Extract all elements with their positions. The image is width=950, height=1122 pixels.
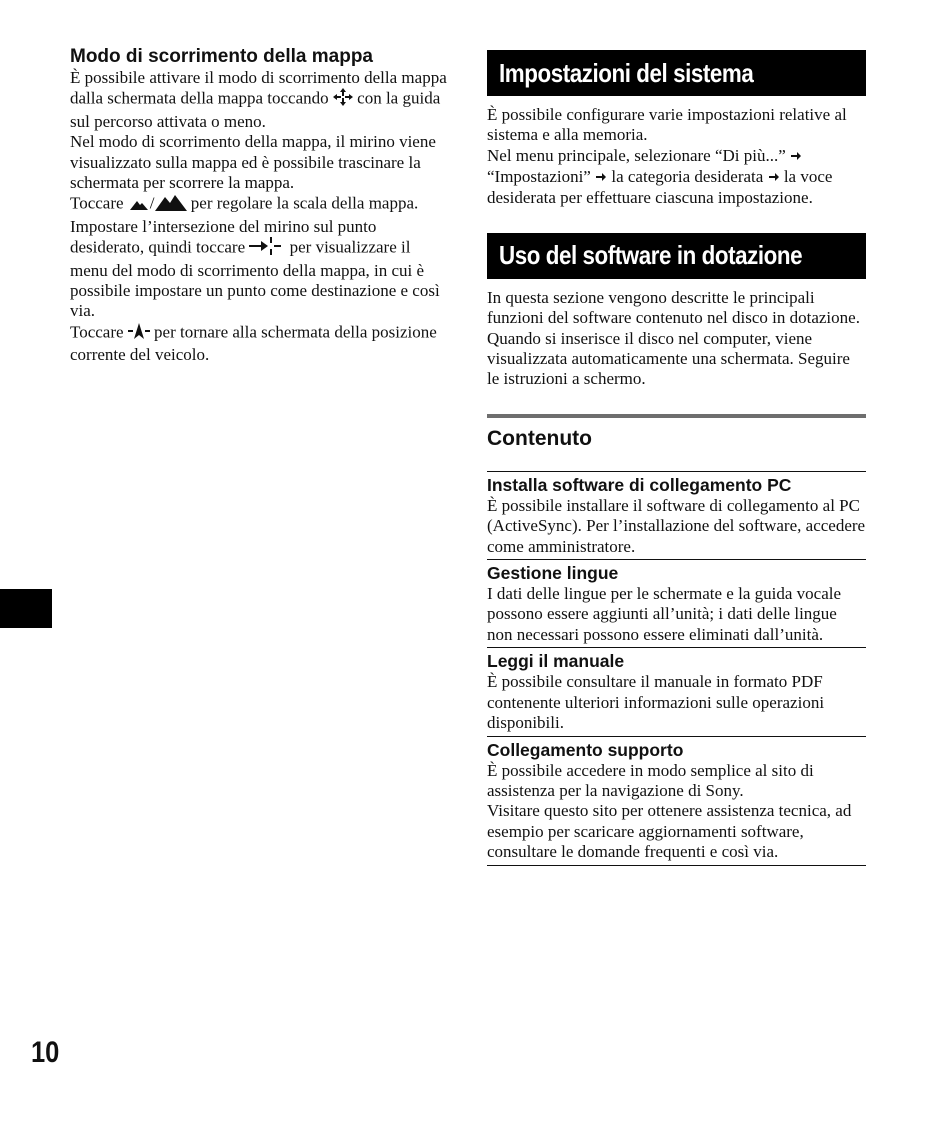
- text: Toccare: [70, 322, 124, 342]
- arrow-right-icon: [768, 168, 780, 188]
- contents-item: [487, 647, 866, 735]
- item-text: È possibile installare il software di collegamento al PC (ActiveSync). Per l’installazione del software, accedere come amministratore.: [487, 495, 866, 556]
- zoom-out-mountain-icon: [128, 195, 150, 215]
- current-position-icon: [128, 322, 150, 345]
- contents-item: [487, 736, 866, 866]
- map-scroll-title: Modo di scorrimento della mappa: [70, 46, 373, 67]
- text: per regolare la scala della mappa.: [190, 194, 419, 214]
- item-title: Installa software di collegamento PC: [487, 474, 792, 495]
- banner-title: Uso del software in dotazione: [499, 240, 803, 271]
- section-divider: [487, 414, 866, 418]
- contents-list: [487, 471, 866, 866]
- item-title: Gestione lingue: [487, 563, 619, 584]
- text: la categoria desiderata: [611, 167, 764, 187]
- slash: /: [149, 194, 155, 214]
- right-column: [487, 50, 866, 866]
- item-text: È possibile consultare il manuale in formato PDF contenente ulteriori informazioni sulle operazioni disponibili.: [487, 672, 825, 733]
- item-text: I dati delle lingue per le schermate e la guida vocale possono essere aggiunti all’unità; i dati delle lingue non necessari possono essere eliminati dall’unità.: [487, 584, 842, 644]
- software-para-1: In questa sezione vengono descritte le principali funzioni del software contenuto nel disco in dotazione.: [487, 287, 860, 328]
- move-arrows-icon: [333, 88, 353, 111]
- map-scroll-para-5: [70, 322, 450, 366]
- system-settings-banner: [487, 50, 866, 96]
- map-scroll-para-2: Nel modo di scorrimento della mappa, il mirino viene visualizzato sulla mappa ed è possibile trascinare la schermata per scorrere la mappa.: [70, 132, 436, 193]
- arrow-right-icon: [790, 147, 802, 167]
- text: la voce desiderata per effettuare ciascuna impostazione.: [487, 167, 833, 208]
- text: “Impostazioni”: [487, 167, 591, 187]
- software-para-2: Quando si inserisce il disco nel computer, viene visualizzata automaticamente una schermata. Seguire le istruzioni a schermo.: [487, 328, 850, 389]
- contents-item: [487, 559, 866, 647]
- contents-item: [487, 471, 866, 559]
- item-title: Leggi il manuale: [487, 651, 625, 672]
- side-tab-marker: [0, 589, 52, 628]
- left-column: [70, 46, 450, 366]
- text: per tornare alla schermata della posizione corrente del veicolo.: [70, 322, 437, 365]
- text: Impostare l’intersezione del mirino sul punto desiderato, quindi toccare: [70, 216, 377, 257]
- system-settings-para-2: [487, 146, 866, 209]
- item-text: È possibile accedere in modo semplice al sito di assistenza per la navigazione di Sony. Visitare questo sito per ottenere assistenza tecnica, ad esempio per scaricare aggiornamenti software, consultare le domande frequenti e così via.: [487, 760, 852, 862]
- map-scroll-para-4: [70, 217, 450, 322]
- text: per visualizzare il menu del modo di scorrimento della mappa, in cui è possibile impostare un punto come destinazione e così via.: [70, 237, 440, 321]
- arrow-right-icon: [595, 168, 607, 188]
- page-number: 10: [31, 1036, 60, 1069]
- zoom-in-mountain-icon: [155, 193, 187, 216]
- text: Nel menu principale, selezionare “Di più...”: [487, 145, 786, 165]
- item-title: Collegamento supporto: [487, 739, 684, 760]
- map-scroll-para-3: [70, 193, 450, 216]
- text: Toccare: [70, 194, 124, 214]
- contents-title: Contenuto: [487, 426, 592, 450]
- crosshair-menu-icon: [249, 237, 285, 260]
- software-banner: [487, 233, 866, 279]
- text: È possibile attivare il modo di scorrimento della mappa dalla schermata della mappa toccando: [70, 68, 447, 109]
- system-settings-para-1: È possibile configurare varie impostazioni relative al sistema e alla memoria.: [487, 105, 847, 145]
- map-scroll-para-1: [70, 68, 450, 132]
- banner-title: Impostazioni del sistema: [499, 57, 754, 88]
- text: con la guida sul percorso attivata o meno.: [70, 89, 441, 131]
